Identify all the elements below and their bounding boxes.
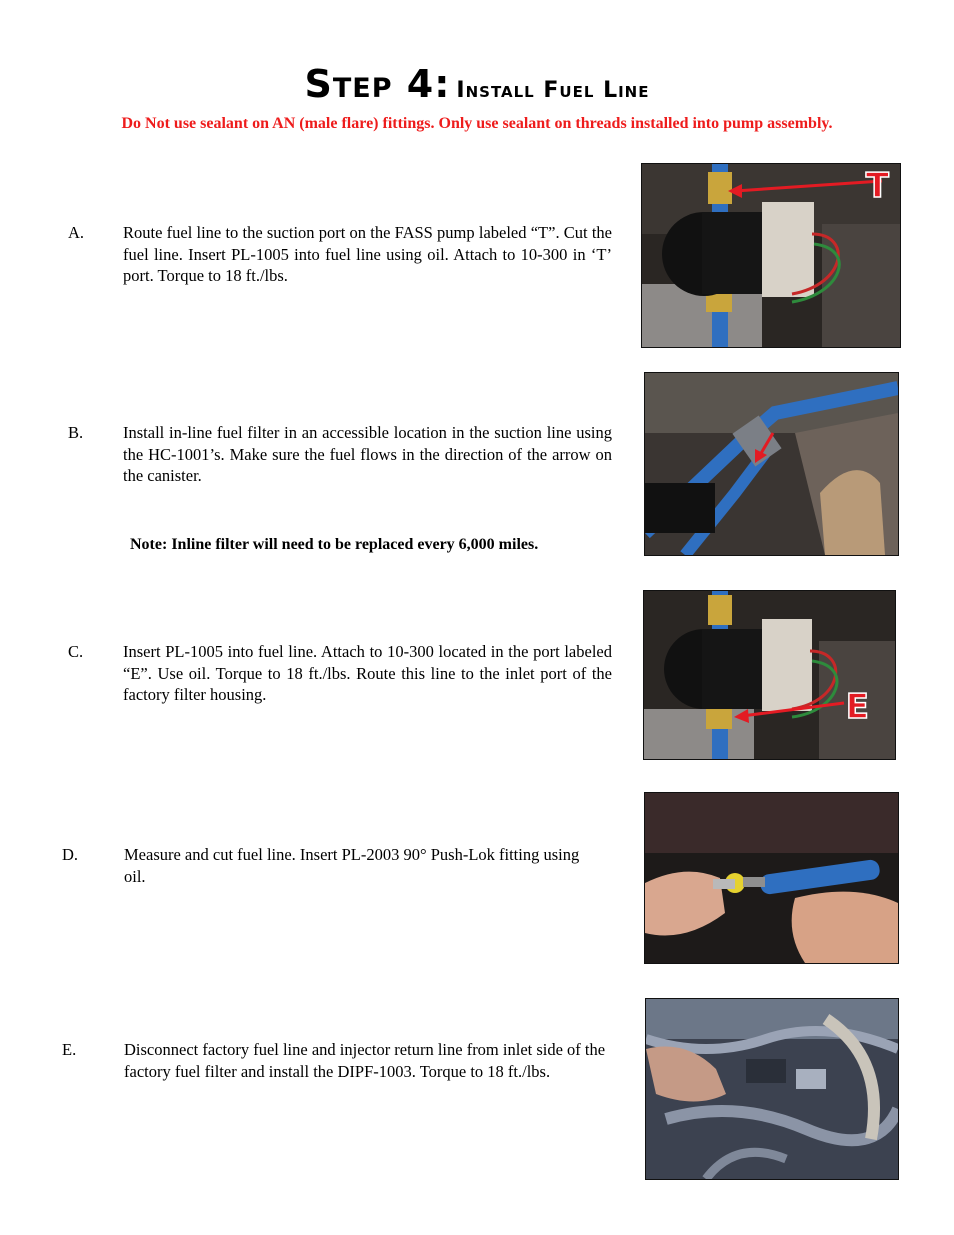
photo-engine-bay [645,998,899,1180]
step-letter: A. [68,223,85,242]
step-letter: E. [62,1040,77,1059]
step-b [68,422,613,492]
photo-label-e: E [845,687,869,727]
title-step: Step 4: [304,62,451,106]
title-subject: Install Fuel Line [456,78,650,103]
sealant-warning: Do Not use sealant on AN (male flare) fittings. Only use sealant on threads installed into pump assembly. [121,115,833,132]
photo-pump-e-port [643,590,896,760]
filter-note: Note: Inline filter will need to be replaced every 6,000 miles. [130,536,539,553]
step-letter: C. [68,642,84,661]
photo-pump-t-port [641,163,901,348]
step-letter: B. [68,423,84,442]
step-text: Install in-line fuel filter in an accessible location in the suction line using the HC-1001’s. Make sure the fuel flows in the direction of the arrow on the canister. [123,423,612,485]
step-e [62,1039,622,1109]
step-text: Disconnect factory fuel line and injector return line from inlet side of the factory fuel filter and install the DIPF-1003. Torque to 18 ft./lbs. [124,1040,606,1081]
photo-inline-filter [644,372,899,556]
page-title [0,62,954,106]
step-text: Route fuel line to the suction port on the FASS pump labeled “T”. Cut the fuel line. Insert PL-1005 into fuel line using oil. Attach to 10-300 in ‘T’ port. Torque to 18 ft./lbs. [123,223,612,285]
photo-push-lok-fitting [644,792,899,964]
step-a [68,222,613,292]
photo-label-t: T [865,166,889,206]
step-c [68,641,613,711]
step-letter: D. [62,845,79,864]
step-text: Insert PL-1005 into fuel line. Attach to 10-300 located in the port labeled “E”. Use oil. Torque to 18 ft./lbs. Route this line to the inlet port of the factory filter housing. [123,642,612,704]
step-d [62,844,622,894]
step-text: Measure and cut fuel line. Insert PL-2003 90° Push-Lok fitting using oil. [124,845,580,886]
